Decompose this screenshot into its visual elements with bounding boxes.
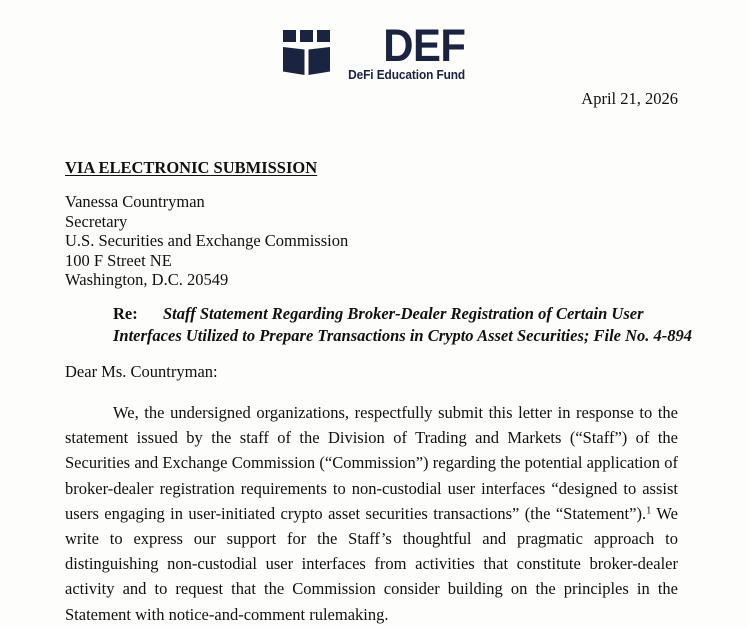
re-label: Re: xyxy=(113,304,138,323)
paragraph-text-part-2: We write to express our support for the Staff’s thoughtful and pragmatic approach to distinguishing non-custodial user interfaces from activities that constitute broker-dealer activity and to request that the Commission consider building on the principles in the Statement with notice-and-comment rulemaking. xyxy=(65,503,678,624)
logo-tagline: DeFi Education Fund xyxy=(348,68,466,82)
submission-method-heading: VIA ELECTRONIC SUBMISSION xyxy=(65,158,318,177)
footnote-reference-1[interactable]: 1 xyxy=(646,505,652,517)
def-logo xyxy=(283,20,466,82)
subject-text-line-2: Interfaces Utilized to Prepare Transactions in Crypto Asset Securities; File No. 4-894 xyxy=(113,325,693,345)
subject-text-line-1: Staff Statement Regarding Broker-Dealer Registration of Certain User xyxy=(163,304,644,323)
recipient-city-state-zip: Washington, D.C. 20549 xyxy=(65,270,229,290)
paragraph-text-part-1: We, the undersigned organizations, respectfully submit this letter in response to the statement issued by the staff of the Division of Trading and Markets (“Staff”) of the Securities and Exchange Commission (“Commission”) regarding the potential application of broker-dealer registration requirements to non-custodial user interfaces “designed to assist users engaging in user-initiated crypto asset securities transactions” (the “Statement”). xyxy=(65,403,678,523)
recipient-address-block xyxy=(65,192,348,290)
subject-line-1 xyxy=(113,303,678,325)
letter-date: April 21, 2026 xyxy=(581,89,678,108)
recipient-street: 100 F Street NE xyxy=(65,250,172,270)
recipient-name: Vanessa Countryman xyxy=(65,192,205,211)
letterhead xyxy=(0,20,748,82)
logo-wordmark: DEF xyxy=(382,20,466,71)
salutation: Dear Ms. Countryman: xyxy=(65,362,218,381)
recipient-organization: U.S. Securities and Exchange Commission xyxy=(65,231,349,251)
logo-text-block xyxy=(342,20,466,82)
recipient-title: Secretary xyxy=(65,211,128,231)
open-book-with-squares-icon xyxy=(283,28,333,78)
subject-block xyxy=(113,303,693,346)
